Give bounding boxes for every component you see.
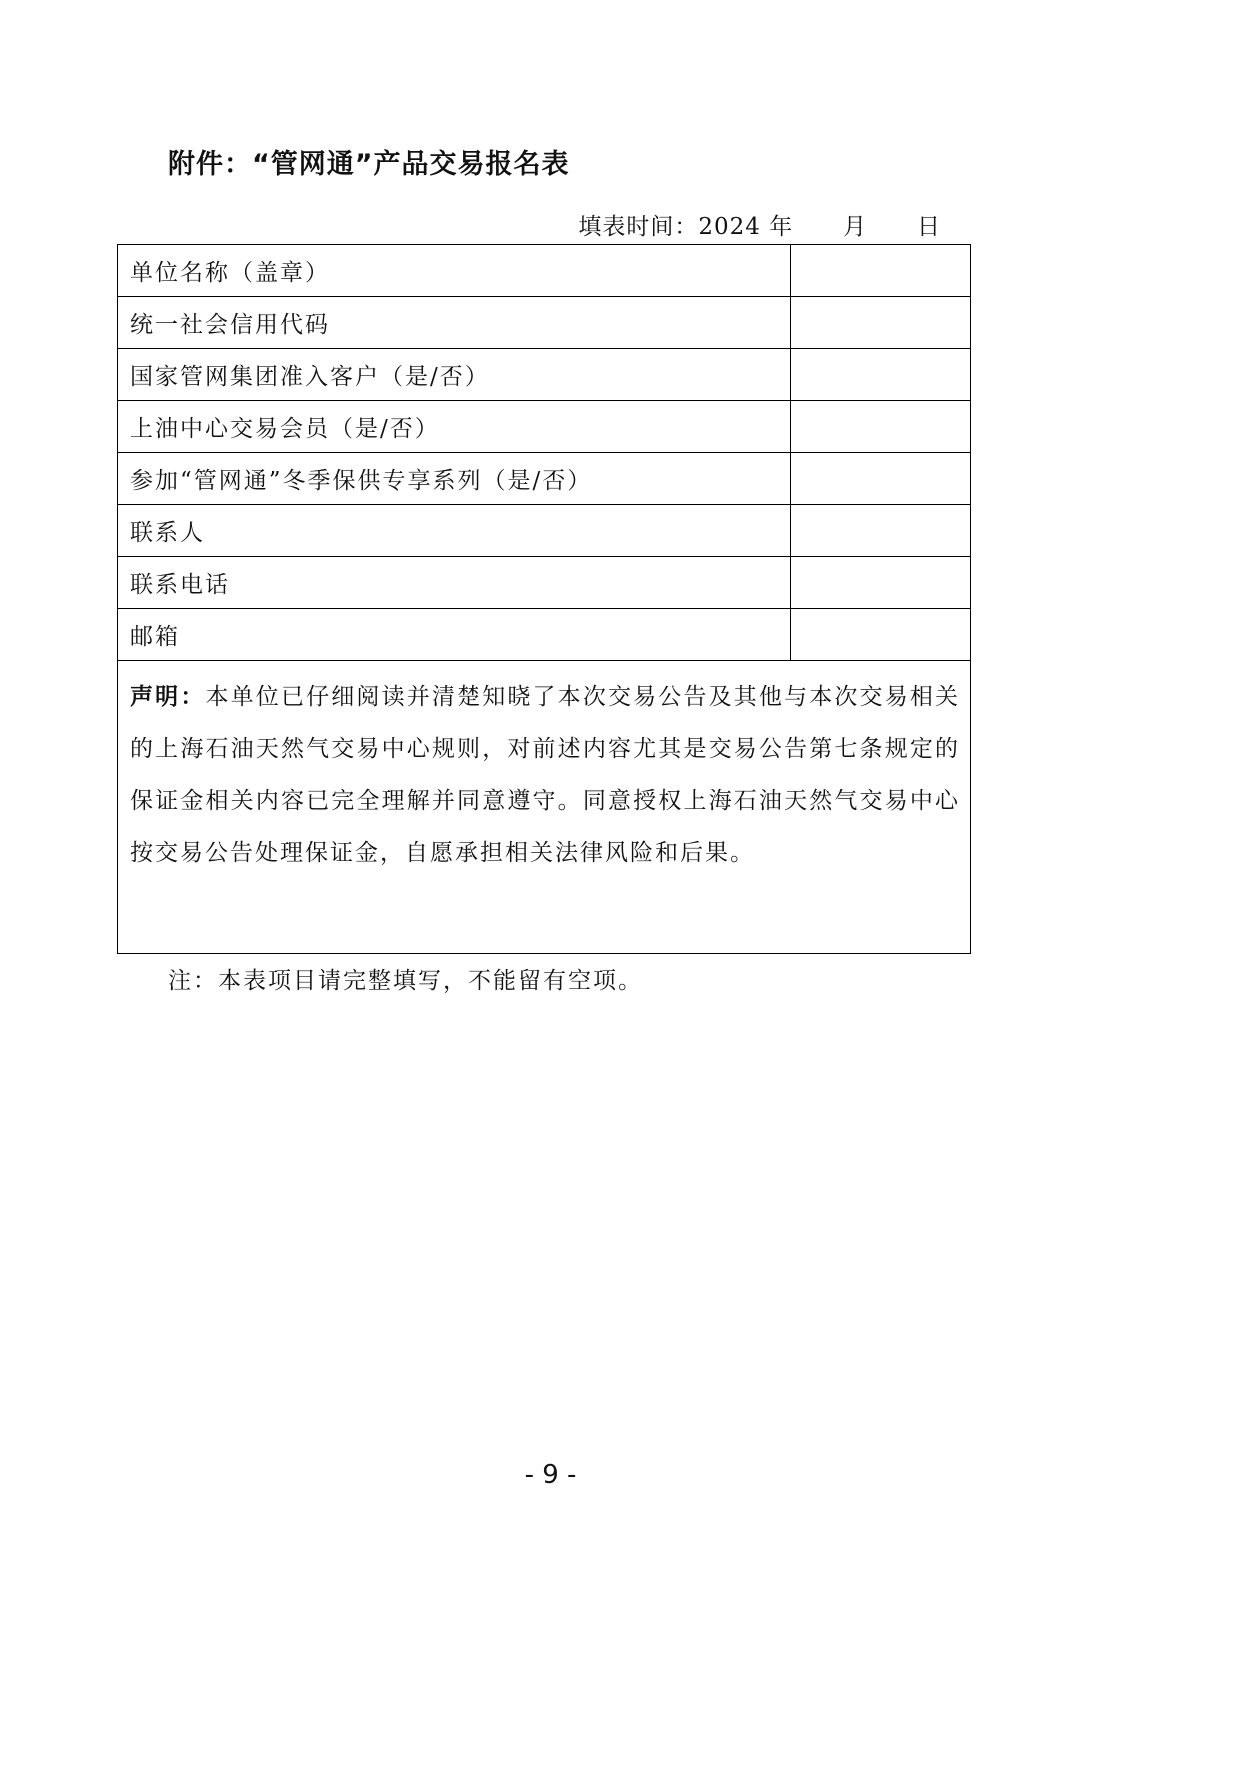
form-row-label: 统一社会信用代码 (118, 297, 791, 349)
fill-date-month: 月 (843, 214, 868, 240)
statement-label: 声明： (130, 683, 206, 710)
form-row-value-field[interactable] (791, 557, 971, 609)
fill-date (578, 208, 941, 241)
form-row (118, 453, 971, 505)
form-row-label: 邮箱 (118, 609, 791, 661)
form-row (118, 297, 971, 349)
form-row-label: 参加“管网通”冬季保供专享系列（是/否） (118, 453, 791, 505)
form-row (118, 505, 971, 557)
form-row-label: 联系电话 (118, 557, 791, 609)
form-row-label: 单位名称（盖章） (118, 245, 791, 297)
statement-text: 本单位已仔细阅读并清楚知晓了本次交易公告及其他与本次交易相关的上海石油天然气交易中心规则，对前述内容尤其是交易公告第七条规定的保证金相关内容已完全理解并同意遵守。同意授权上海石油天然气交易中心按交易公告处理保证金，自愿承担相关法律风险和后果。 (130, 684, 960, 866)
registration-form-table (117, 244, 971, 954)
fill-date-label: 填表时间：2024 年 (578, 214, 794, 240)
form-row-label: 国家管网集团准入客户（是/否） (118, 349, 791, 401)
form-row (118, 245, 971, 297)
form-row-value-field[interactable] (791, 505, 971, 557)
form-row (118, 609, 971, 661)
fill-date-day: 日 (917, 214, 941, 240)
form-row-value-field[interactable] (791, 245, 971, 297)
form-row (118, 557, 971, 609)
form-row-label: 上油中心交易会员（是/否） (118, 401, 791, 453)
form-row-value-field[interactable] (791, 453, 971, 505)
form-note: 注：本表项目请完整填写，不能留有空项。 (168, 968, 643, 994)
form-row (118, 349, 971, 401)
form-row-value-field[interactable] (791, 401, 971, 453)
page-number: - 9 - (524, 1460, 577, 1490)
statement-cell (118, 661, 971, 954)
form-row-value-field[interactable] (791, 349, 971, 401)
statement-row (118, 661, 971, 954)
page-title: 附件：“管网通”产品交易报名表 (168, 149, 570, 180)
form-row-value-field[interactable] (791, 297, 971, 349)
form-row-value-field[interactable] (791, 609, 971, 661)
form-row-label: 联系人 (118, 505, 791, 557)
form-row (118, 401, 971, 453)
